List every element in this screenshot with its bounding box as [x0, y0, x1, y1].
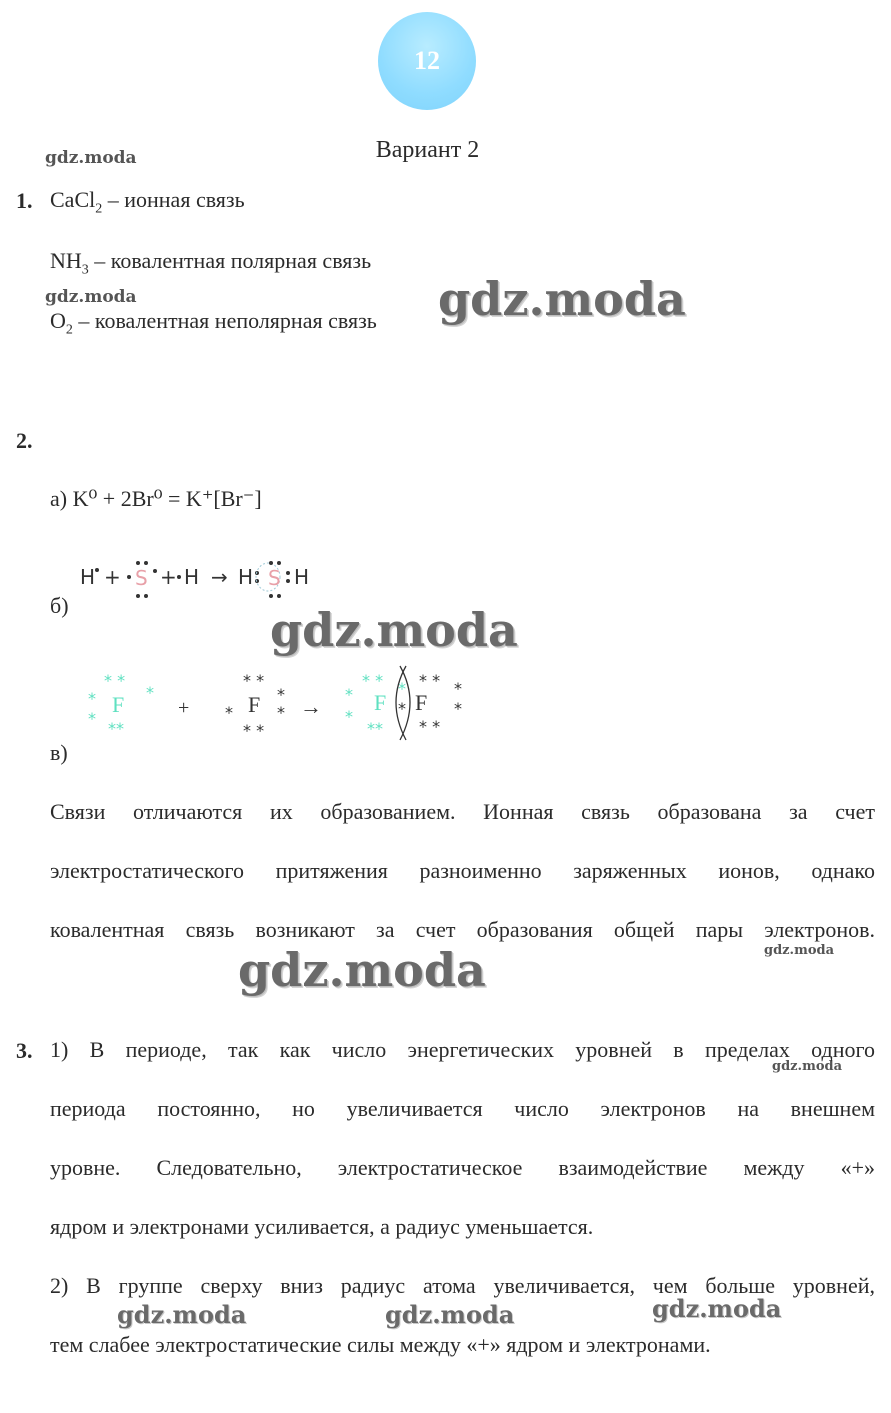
svg-text:→: →	[300, 694, 322, 719]
q2-paragraph-line: электростатического притяжения разноименно заряженных ионов, однако	[50, 858, 875, 883]
q2-paragraph-line: ковалентная связь возникают за счет образования общей пары электронов.	[50, 917, 875, 942]
svg-text:* *: * *	[104, 671, 126, 690]
f2-lewis-diagram	[80, 664, 480, 742]
svg-text:*: *	[277, 685, 285, 704]
h2s-lewis-diagram	[78, 558, 328, 606]
svg-text:*: *	[454, 699, 462, 718]
question-number: 3.	[16, 1038, 33, 1063]
watermark: gdz.moda	[270, 603, 518, 657]
q2-paragraph-line: Связи отличаются их образованием. Ионная связь образована за счет	[50, 799, 875, 824]
svg-text:**: **	[367, 719, 383, 738]
svg-text:* *: * *	[419, 671, 441, 690]
watermark: gdz.moda	[772, 1059, 843, 1074]
page-number-badge: 12	[378, 12, 476, 110]
q3-paragraph-line: 2) В группе сверху вниз радиус атома увеличивается, чем больше уровней,	[50, 1273, 875, 1298]
watermark: gdz.moda	[238, 943, 486, 997]
svg-text:*: *	[345, 707, 353, 726]
fluorine-symbol: F	[112, 692, 125, 717]
q1-line-1: CaCl$_2$ – ионная связь	[50, 187, 245, 217]
fluorine-symbol: F	[415, 690, 428, 715]
q2-label-c: в)	[50, 740, 68, 765]
svg-text:*: *	[225, 703, 233, 722]
watermark: gdz.moda	[45, 148, 137, 168]
svg-text:* *: * *	[419, 717, 441, 736]
svg-text:**: **	[108, 719, 124, 738]
q3-paragraph-line: периода постоянно, но увеличивается число электронов на внешнем	[50, 1096, 875, 1121]
svg-text:* *: * *	[243, 671, 265, 690]
svg-text:*: *	[88, 709, 96, 728]
watermark: gdz.moda	[438, 272, 686, 326]
q1-line-3: $O_2$ – ковалентная неполярная связь	[50, 308, 377, 338]
svg-text:+: +	[104, 565, 121, 589]
svg-text:H: H	[294, 565, 310, 589]
svg-text:*: *	[398, 699, 406, 718]
svg-text:*: *	[345, 685, 353, 704]
fluorine-symbol: F	[248, 692, 261, 717]
svg-text:H: H	[184, 565, 200, 589]
q3-paragraph-line: уровне. Следовательно, электростатическое взаимодействие между «+»	[50, 1155, 875, 1180]
q3-paragraph-line: ядром и электронами усиливается, а радиус уменьшается.	[50, 1214, 594, 1239]
svg-text:*: *	[398, 679, 406, 698]
q1-line-2: $NH_3$ – ковалентная полярная связь	[50, 248, 372, 278]
fluorine-symbol: F	[374, 690, 387, 715]
q2-formula-a: а) K⁰ + 2Br⁰ = K⁺[Br⁻]	[50, 486, 262, 511]
svg-text:→: →	[211, 565, 228, 589]
svg-text:H: H	[238, 565, 254, 589]
q2-label-b: б)	[50, 593, 69, 618]
variant-title: Вариант 2	[375, 137, 480, 163]
question-number: 1.	[16, 188, 33, 213]
q3-paragraph-line: тем слабее электростатические силы между «+» ядром и электронами.	[50, 1332, 711, 1357]
sulfur-symbol: S	[268, 566, 281, 590]
svg-text:* *: * *	[243, 721, 265, 740]
q3-paragraph-line: 1) В периоде, так как число энергетических уровней в пределах одного	[50, 1037, 875, 1062]
svg-text:*: *	[88, 689, 96, 708]
watermark: gdz.moda	[764, 943, 835, 958]
svg-text:* *: * *	[362, 671, 384, 690]
svg-text:+: +	[160, 565, 177, 589]
question-number: 2.	[16, 428, 33, 453]
watermark: gdz.moda	[385, 1300, 515, 1329]
watermark: gdz.moda	[652, 1294, 782, 1323]
sulfur-symbol: S	[135, 566, 148, 590]
svg-text:*: *	[277, 703, 285, 722]
hydrogen-symbol: H	[80, 565, 96, 589]
watermark: gdz.moda	[117, 1300, 247, 1329]
svg-text:*: *	[146, 683, 154, 702]
watermark: gdz.moda	[45, 287, 137, 307]
svg-text:*: *	[454, 679, 462, 698]
svg-text:+: +	[178, 697, 190, 719]
